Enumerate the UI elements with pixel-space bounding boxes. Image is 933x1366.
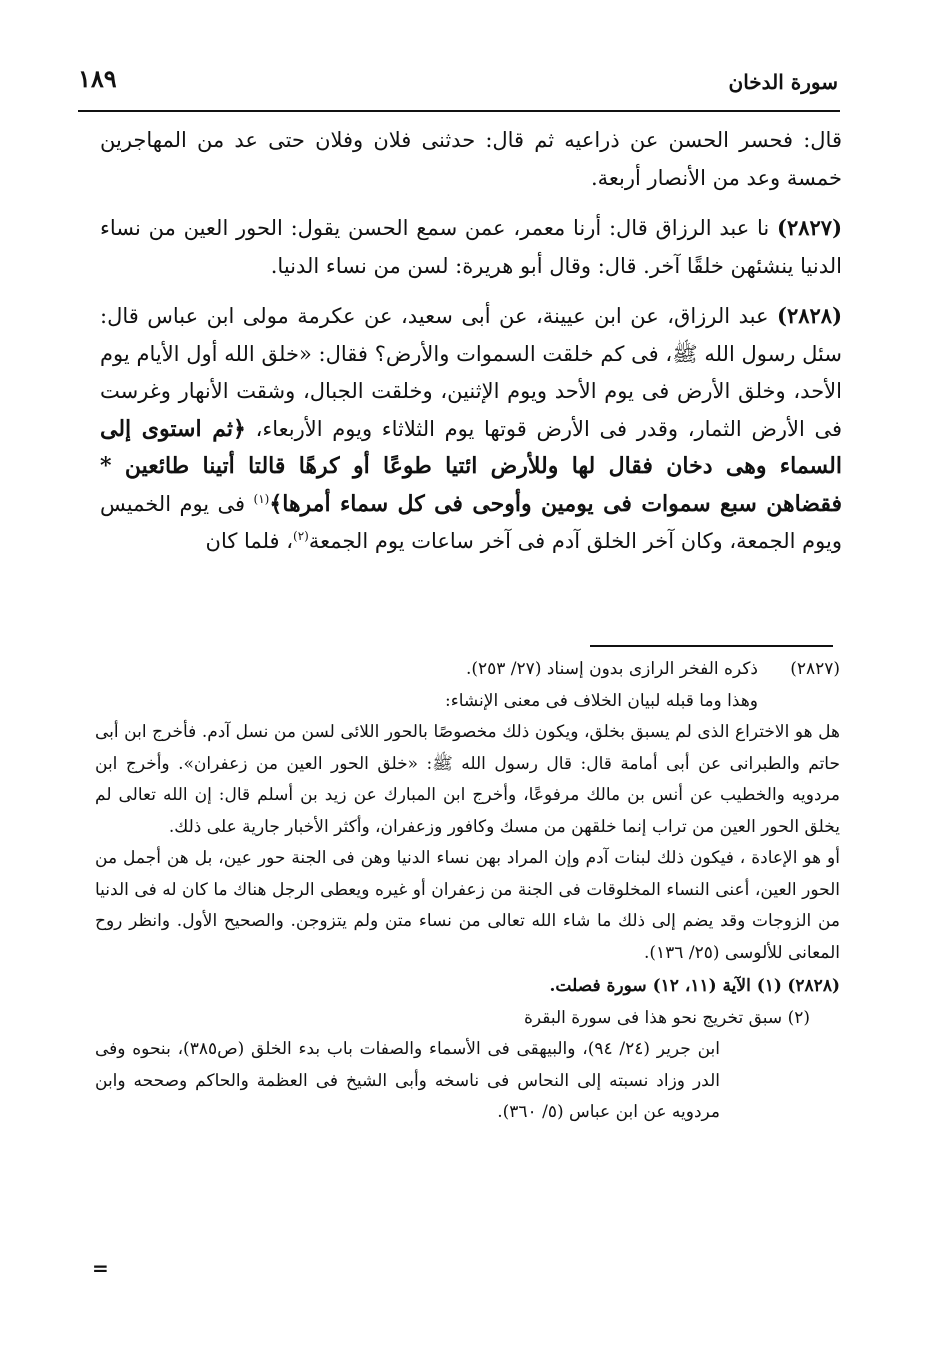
footnote-rule: [590, 645, 833, 647]
footnote-2828-ref-1: (١) الآية (١١، ١٢) سورة فصلت.: [549, 976, 782, 996]
footnote-2828-ref-2: (٢) سبق تخريج نحو هذا فى سورة البقرة: [523, 1007, 810, 1028]
paragraph-2827: [100, 209, 842, 285]
paragraph-2828: [100, 297, 842, 561]
hadith-text-2828-cont: فى يوم الخميس ويوم الجمعة، وكان آخر الخلق آدم فى آخر ساعات يوم الجمعة: [100, 491, 842, 553]
hadith-number-2828: (٢٨٢٨): [777, 303, 842, 328]
footnote-label-2827: (٢٨٢٧): [790, 659, 840, 679]
footnote-ref-2: (٢): [293, 529, 309, 543]
footnote-2827-para-2: أو هو الإعادة ، فيكون ذلك لبنات آدم وإن المراد بهن نساء الدنيا وهن فى الجنة حور عين، بل هن أجمل من الحور العين، أعنى النساء المخلوقات فى الجنة من زعفران أو غيره ويعطى الرجل هناك ما كان له فى الدنيا من الزوجات وقد يضم إلى ذلك ما شاء الله تعالى من نساء متن ولم يتزوجن. والصحيح الأول. وانظر روح المعانى للألوسى (٢٥/ ١٣٦).: [95, 848, 840, 963]
footnote-label-2828: (٢٨٢٨): [787, 976, 840, 996]
surah-title: سورة الدخان: [728, 70, 838, 94]
continuation-mark: =: [92, 1256, 109, 1280]
hadith-text-2828: عبد الرزاق، عن ابن عيينة، عن أبى سعيد، عن عكرمة مولى ابن عباس قال: سئل رسول الله ﷺ، فى كم خلقت السموات والأرض؟ فقال: «خلق الله أول الأيام يوم الأحد، وخلق الأرض فى يوم الأحد ويوم الإثنين، وخلقت الجبال، وشقت الأنهار وغرست فى الأرض الثمار، وقدر فى الأرض قوتها يوم الثلاثاء ويوم الأربعاء،: [100, 304, 842, 441]
hadith-text-2827: نا عبد الرزاق قال: أرنا معمر، عمن سمع الحسن يقول: الحور العين من نساء الدنيا ينشئهن خلقًا آخر. قال: وقال أبو هريرة: لسن من نساء الدنيا.: [100, 216, 842, 278]
footnote-2827-para-1: هل هو الاختراع الذى لم يسبق بخلق، ويكون ذلك مخصوصًا بالحور اللائى لسن من نسل آدم. فأخرج ابن أبى حاتم والطبرانى عن أبى أمامة قال: قال رسول الله ﷺ: «خلق الحور العين من زعفران». وأخرج ابن مردويه والخطيب عن أنس بن مالك مرفوعًا، وأخرج ابن المبارك عن زيد بن أسلم قال: إن الله تعالى لم يخلق الحور العين من تراب إنما خلقهن من مسك وكافور وزعفران، وأكثر الأخبار جارية على ذلك.: [95, 722, 840, 837]
footnote-ref-1: (١): [253, 491, 270, 506]
footnote-2827-line-1: ذكره الفخر الرازى بدون إسناد (٢٧/ ٢٥٣).: [465, 659, 758, 679]
main-text: [100, 122, 842, 571]
header-rule: [78, 110, 840, 112]
hadith-number-2827: (٢٨٢٧): [777, 215, 842, 240]
quran-verse: ﴿ثم استوى إلى السماء وهى دخان فقال لها وللأرض ائتيا طوعًا أو كرهًا قالتا أتينا طائعين * فقضاهن سبع سموات فى يومين وأوحى فى كل سماء أمرها﴾: [100, 415, 842, 517]
footnote-2828-head: [95, 971, 840, 1034]
footnote-2828-para: ابن جرير (٢٤/ ٩٤)، والبيهقى فى الأسماء والصفات باب بدء الخلق (ص٣٨٥)، بنحوه وفى الدر وزاد نسبته إلى النحاس فى ناسخه وأبى الشيخ فى العظمة والحاكم وصححه وابن مردويه عن ابن عباس (٥/ ٣٦٠).: [95, 1039, 720, 1122]
paragraph-1: قال: فحسر الحسن عن ذراعيه ثم قال: حدثنى فلان وفلان حتى عد من المهاجرين خمسة وعد من الأنصار أربعة.: [100, 128, 842, 190]
footnotes: [95, 654, 840, 1129]
page-number: ١٨٩: [78, 64, 117, 93]
footnote-2827-line-2: وهذا وما قبله لبيان الخلاف فى معنى الإنشاء:: [444, 690, 758, 711]
footnote-2827-head: [95, 654, 840, 717]
hadith-text-2828-end: ، فلما كان: [205, 529, 294, 553]
footnote-2828-line-1: [95, 971, 840, 1003]
